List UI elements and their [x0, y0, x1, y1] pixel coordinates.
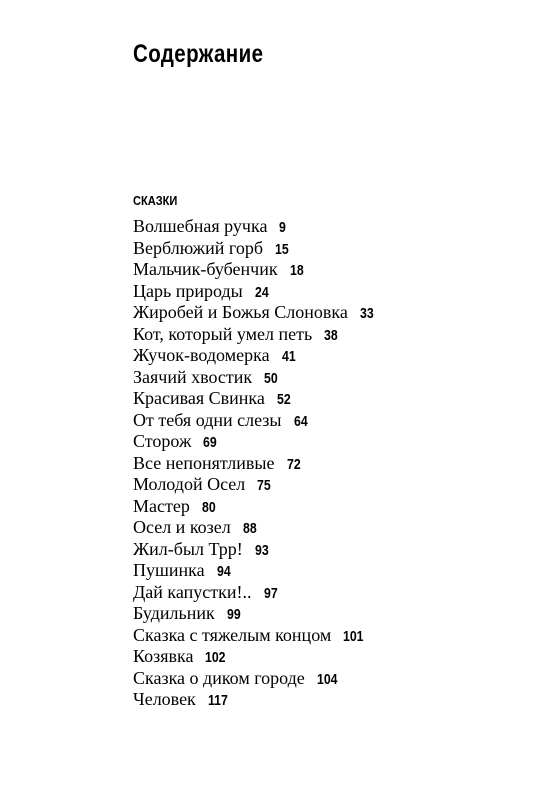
toc-entry	[133, 453, 377, 475]
toc-entry-page-number: 24	[254, 283, 269, 301]
toc-entry-page-number: 52	[276, 391, 291, 408]
toc-entry	[133, 431, 377, 453]
toc-entry	[133, 560, 377, 582]
toc-entry-title: Осел и козел	[133, 517, 231, 537]
toc-entry	[133, 539, 377, 561]
toc-entry	[133, 474, 377, 496]
table-of-contents	[133, 216, 377, 711]
toc-entry-title: Мастер	[133, 495, 190, 516]
toc-entry-title: Жиробей и Божья Слоновка	[133, 302, 348, 322]
toc-entry	[133, 259, 377, 281]
toc-entry-title: От тебя одни слезы	[133, 409, 282, 430]
toc-entry	[133, 517, 377, 539]
toc-entry-title: Сказка о диком городе	[133, 667, 305, 688]
toc-entry-page-number: 18	[289, 262, 304, 279]
toc-entry-page-number: 99	[226, 606, 241, 623]
page-title: Содержание	[133, 40, 264, 68]
toc-entry	[133, 324, 377, 346]
toc-entry-title: Верблюжий горб	[133, 237, 263, 258]
toc-entry-page-number: 93	[254, 541, 269, 559]
toc-entry-page-number: 41	[281, 348, 296, 365]
toc-entry-title: Кот, который умел петь	[133, 323, 313, 344]
toc-entry-title: Козявка	[133, 646, 194, 666]
toc-entry	[133, 689, 377, 711]
toc-entry	[133, 582, 377, 604]
toc-entry	[133, 302, 377, 324]
toc-entry-title: Человек	[133, 689, 196, 709]
toc-entry-title: Пушинка	[133, 560, 205, 580]
toc-entry-title: Все непонятливые	[133, 452, 275, 473]
toc-entry-title: Дай капустки!..	[133, 581, 252, 602]
toc-entry-page-number: 72	[286, 455, 301, 473]
toc-entry-page-number: 75	[257, 477, 271, 494]
toc-entry-title: Молодой Осел	[133, 474, 246, 494]
toc-entry-page-number: 97	[263, 584, 278, 602]
toc-entry	[133, 410, 377, 432]
toc-entry-title: Заячий хвостик	[133, 366, 253, 387]
toc-entry-page-number: 15	[274, 240, 289, 258]
toc-entry	[133, 238, 377, 260]
toc-entry	[133, 345, 377, 367]
toc-entry-page-number: 80	[201, 498, 216, 516]
toc-entry-page-number: 9	[279, 219, 287, 236]
toc-entry-page-number: 38	[324, 326, 338, 344]
toc-entry-page-number: 117	[207, 692, 228, 709]
toc-entry-page-number: 104	[316, 670, 338, 688]
toc-entry	[133, 625, 377, 647]
toc-entry-title: Сторож	[133, 431, 192, 451]
toc-entry	[133, 668, 377, 690]
toc-entry-page-number: 69	[203, 434, 218, 451]
toc-entry-title: Мальчик-бубенчик	[133, 259, 278, 279]
toc-entry	[133, 646, 377, 668]
toc-entry-page-number: 102	[205, 649, 226, 666]
toc-entry-page-number: 101	[343, 627, 364, 645]
toc-entry-title: Жучок-водомерка	[133, 345, 270, 365]
toc-entry	[133, 216, 377, 238]
toc-entry-page-number: 50	[264, 369, 278, 387]
toc-entry-page-number: 33	[359, 305, 374, 322]
toc-entry	[133, 281, 377, 303]
toc-entry	[133, 388, 377, 410]
toc-entry-page-number: 88	[242, 520, 257, 537]
toc-entry	[133, 496, 377, 518]
toc-entry-page-number: 64	[293, 412, 308, 430]
toc-entry	[133, 603, 377, 625]
toc-entry-title: Царь природы	[133, 280, 243, 301]
toc-entry-title: Красивая Свинка	[133, 388, 265, 408]
toc-entry-page-number: 94	[216, 563, 231, 580]
section-heading: СКАЗКИ	[133, 193, 178, 208]
toc-entry	[133, 367, 377, 389]
toc-entry-title: Сказка с тяжелым концом	[133, 624, 332, 645]
toc-entry-title: Волшебная ручка	[133, 216, 268, 236]
toc-entry-title: Жил-был Трр!	[133, 538, 243, 559]
toc-entry-title: Будильник	[133, 603, 215, 623]
